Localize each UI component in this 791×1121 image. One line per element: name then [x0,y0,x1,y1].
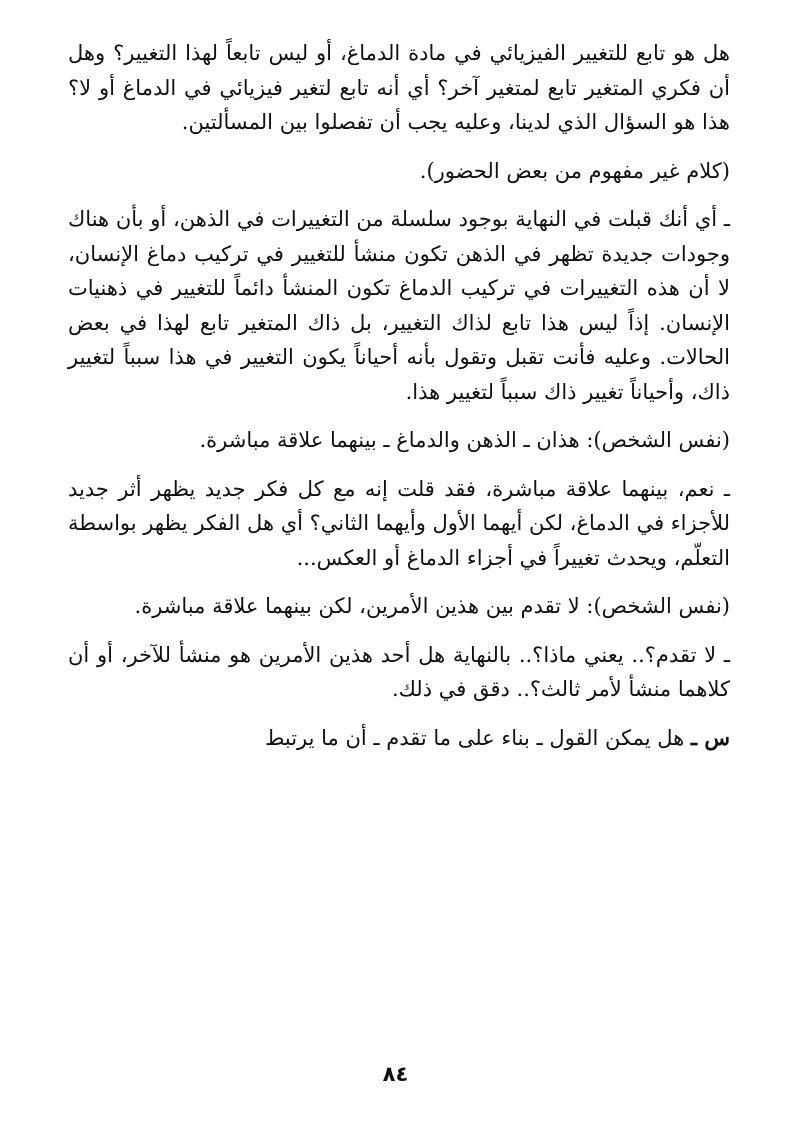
paragraph-4: (نفس الشخص): هذان ـ الذهن والدماغ ـ بينهما علاقة مباشرة. [199,428,730,452]
paragraph-1: هل هو تابع للتغيير الفيزيائي في مادة الدماغ، أو ليس تابعاً لهذا التغيير؟ وهل أن فكري المتغير تابع لمتغير آخر؟ أي أنه تابع لتغير فيزيائي في الدماغ أو لا؟ هذا هو السؤال الذي لدينا، وعليه يجب أن تفصلوا بين المسألتين. [68,41,730,134]
paragraph-8 [68,721,730,756]
paragraph-3: ـ أي أنك قبلت في النهاية بوجود سلسلة من التغييرات في الذهن، أو بأن هناك وجودات جديدة تظهر في الذهن تكون منشأ للتغيير في تركيب دماغ الإنسان، لا أن هذه التغييرات في تركيب الدماغ تكون المنشأ دائماً للتغيير في ذهنيات الإنسان. إذاً ليس هذا تابع لذاك التغيير، بل ذاك المتغير تابع لهذا في بعض الحالات. وعليه فأنت تقبل وتقول بأنه أحياناً يكون التغيير في هذا سبباً لتغيير ذاك، وأحياناً تغيير ذاك سبباً لتغيير هذا. [68,207,730,404]
paragraph-7: ـ لا تقدم؟.. يعني ماذا؟.. بالنهاية هل أحد هذين الأمرين هو منشأ للآخر، أو أن كلاهما منشأ لأمر ثالث؟.. دقق في ذلك. [68,642,730,701]
question-label: س ـ [690,724,730,750]
question-text: هل يمكن القول ـ بناء على ما تقدم ـ أن ما يرتبط [264,725,691,750]
paragraph-6: (نفس الشخص): لا تقدم بين هذين الأمرين، لكن بينهما علاقة مباشرة. [134,594,730,618]
paragraph-2: (كلام غير مفهوم من بعض الحضور). [419,158,730,183]
page-number: ٨٤ [382,1062,409,1086]
page-body [68,36,730,769]
paragraph-5: ـ نعم، بينهما علاقة مباشرة، فقد قلت إنه مع كل فكر جديد يظهر أثر جديد للأجزاء في الدماغ، لكن أيهما الأول وأيهما الثاني؟ أي هل الفكر يظهر بواسطة التعلّم، ويحدث تغييراً في أجزاء الدماغ أو العكس... [68,476,730,570]
